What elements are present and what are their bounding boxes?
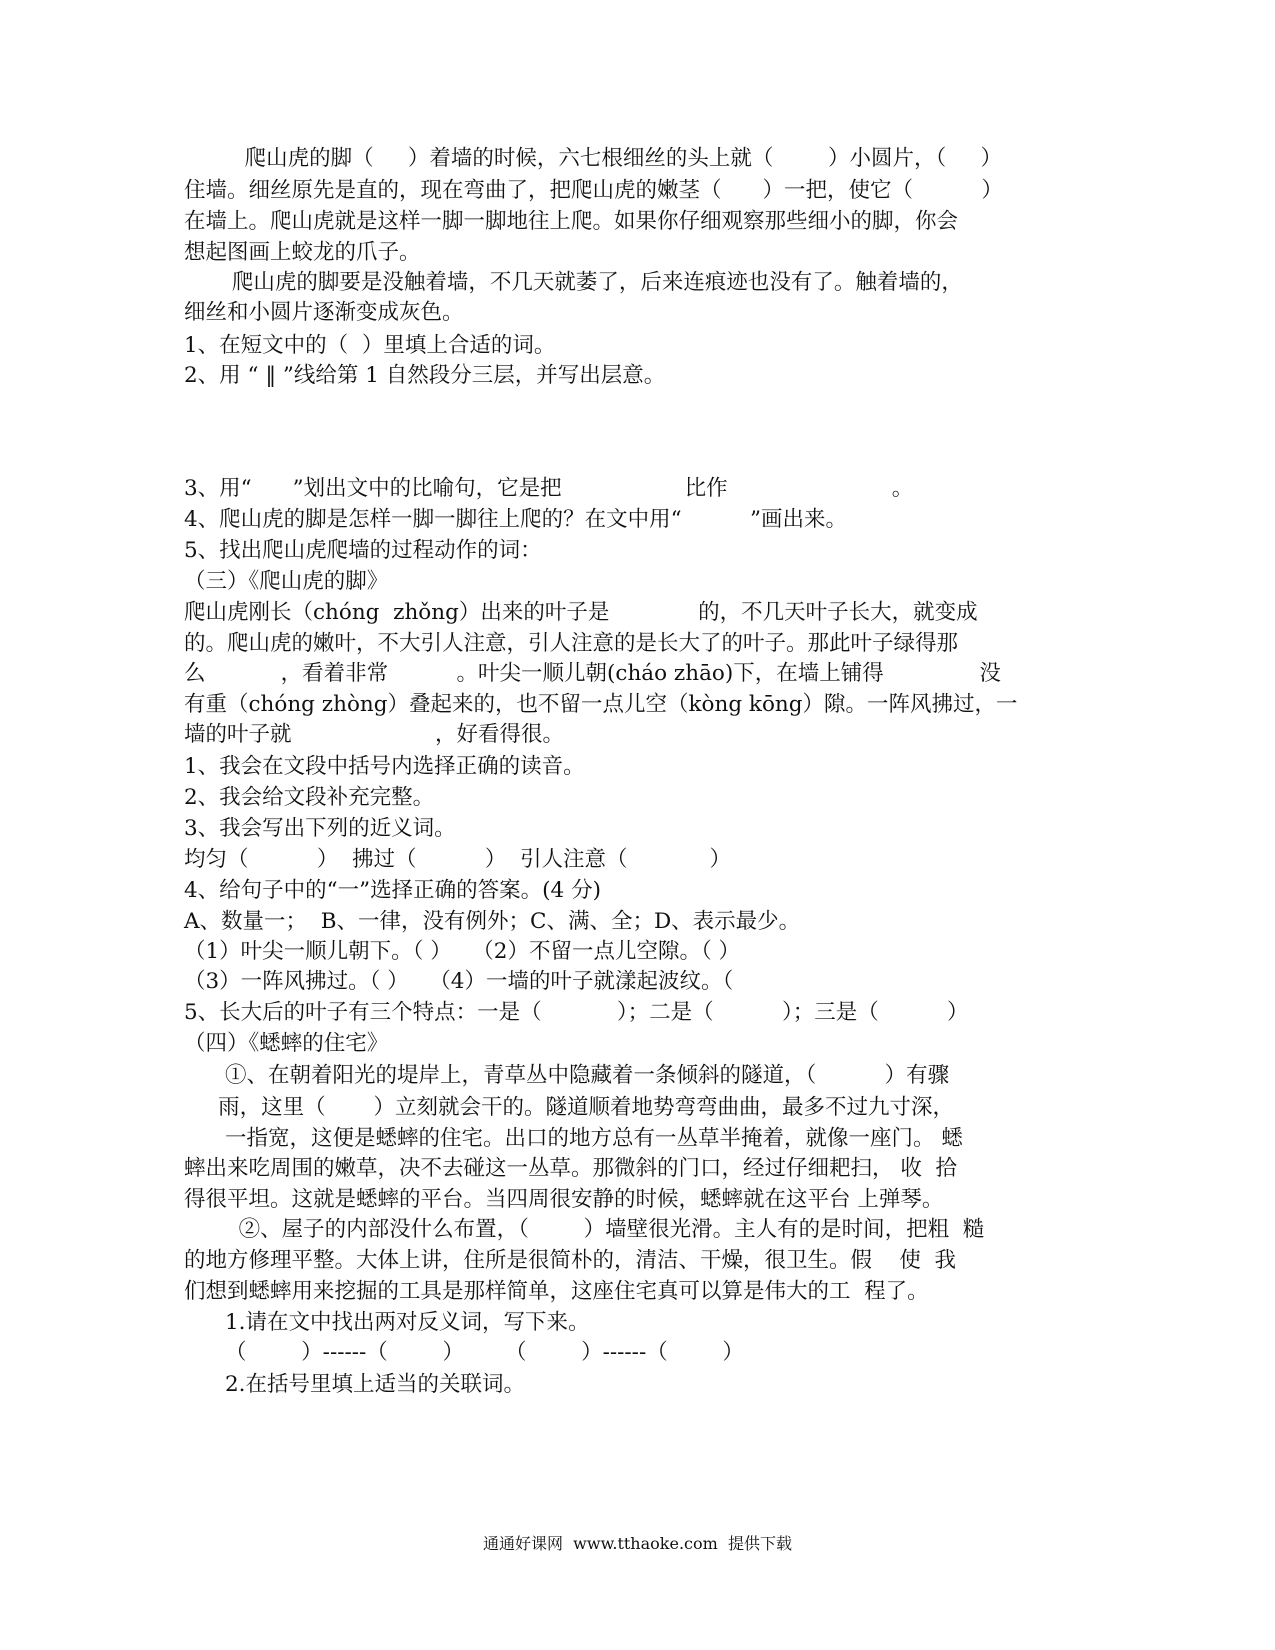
text-line: 得很平坦。这就是蟋蟀的平台。当四周很安静的时候，蟋蟀就在这平台 上弹琴。 [184, 1187, 944, 1212]
question-item: 2、我会给文段补充完整。 [184, 785, 435, 810]
text-line: 蟀出来吃周围的嫩草，决不去碰这一丛草。那微斜的门口，经过仔细耙扫， 收 拾 [184, 1156, 958, 1181]
section-heading: （四）《蟋蟀的住宅》 [184, 1031, 389, 1056]
text-line: 细丝和小圆片逐渐变成灰色。 [184, 300, 464, 325]
question-item: 4、爬山虎的脚是怎样一脚一脚往上爬的？在文中用“ ”画出来。 [184, 507, 848, 532]
question-item: 4、给句子中的“一”选择正确的答案。(4 分) [184, 878, 601, 903]
text-line: 爬山虎的脚（ ）着墙的时候，六七根细丝的头上就（ ）小圆片，（ ） [190, 146, 1002, 171]
question-item: 5、找出爬山虎爬墙的过程动作的词： [184, 538, 542, 563]
text-line: 爬山虎刚长（chóng zhǒng）出来的叶子是 的，不几天叶子长大，就变成 [184, 600, 978, 625]
text-line: 们想到蟋蟀用来挖掘的工具是那样简单，这座住宅真可以算是伟大的工 程了。 [184, 1279, 929, 1304]
question-item: 3、我会写出下列的近义词。 [184, 816, 456, 841]
question-item: 1.请在文中找出两对反义词，写下来。 [184, 1310, 590, 1335]
text-line: 的地方修理平整。大体上讲，住所是很简朴的，清洁、干燥，很卫生。假 使 我 [184, 1248, 957, 1273]
text-line: 想起图画上蛟龙的爪子。 [184, 240, 421, 265]
text-line: 的。爬山虎的嫩叶，不大引人注意，引人注意的是长大了的叶子。那此叶子绿得那 [184, 631, 959, 656]
text-line: 有重（chóng zhòng）叠起来的，也不留一点儿空（kòng kōng）隙。一阵风拂过，一 [184, 692, 1018, 717]
question-item: 1、我会在文段中括号内选择正确的读音。 [184, 754, 585, 779]
section-heading: （三）《爬山虎的脚》 [184, 569, 389, 594]
question-item: 5、长大后的叶子有三个特点：一是（ ）；二是（ ）；三是（ ） [184, 1000, 969, 1025]
text-line: ①、在朝着阳光的堤岸上，青草丛中隐藏着一条倾斜的隧道，（ ）有骤 [184, 1063, 950, 1088]
answer-blanks: （ ）------（ ） （ ）------（ ） [184, 1340, 744, 1365]
question-item: （3）一阵风拂过。（ ） （4）一墙的叶子就漾起波纹。（ [184, 969, 734, 994]
text-line: 在墙上。爬山虎就是这样一脚一脚地往上爬。如果你仔细观察那些细小的脚，你会 [184, 209, 959, 234]
page-footer: 通通好课网 www.tthaoke.com 提供下载 [483, 1534, 792, 1553]
text-line: 住墙。细丝原先是直的，现在弯曲了，把爬山虎的嫩茎（ ）一把，使它（ ） [184, 178, 1003, 203]
question-item: A、数量一； B、一律，没有例外；C、满、全；D、表示最少。 [184, 909, 801, 934]
text-line: 雨，这里（ ）立刻就会干的。隧道顺着地势弯弯曲曲，最多不过九寸深， [184, 1095, 955, 1120]
question-item: 2、用 “ ‖ ”线给第 1 自然段分三层，并写出层意。 [184, 363, 666, 388]
question-item: 均匀（ ） 拂过（ ） 引人注意（ ） [184, 847, 732, 872]
question-item: 2.在括号里填上适当的关联词。 [184, 1372, 526, 1397]
text-line: ②、屋子的内部没什么布置，（ ）墙壁很光滑。主人有的是时间，把粗 糙 [184, 1217, 985, 1242]
text-line: 一指宽，这便是蟋蟀的住宅。出口的地方总有一丛草半掩着，就像一座门。 蟋 [184, 1126, 963, 1151]
text-line: 墙的叶子就 ，好看得很。 [184, 722, 565, 747]
question-item: 1、在短文中的（ ）里填上合适的词。 [184, 333, 556, 358]
question-item: 3、用“ ”划出文中的比喻句，它是把 比作 。 [184, 476, 914, 501]
question-item: （1）叶尖一顺儿朝下。（ ） （2）不留一点儿空隙。（ ） [184, 939, 741, 964]
text-line: 么 ，看着非常 。叶尖一顺儿朝(cháo zhāo)下，在墙上铺得 没 [184, 661, 1001, 686]
text-line: 爬山虎的脚要是没触着墙，不几天就萎了，后来连痕迹也没有了。触着墙的， [184, 270, 963, 295]
